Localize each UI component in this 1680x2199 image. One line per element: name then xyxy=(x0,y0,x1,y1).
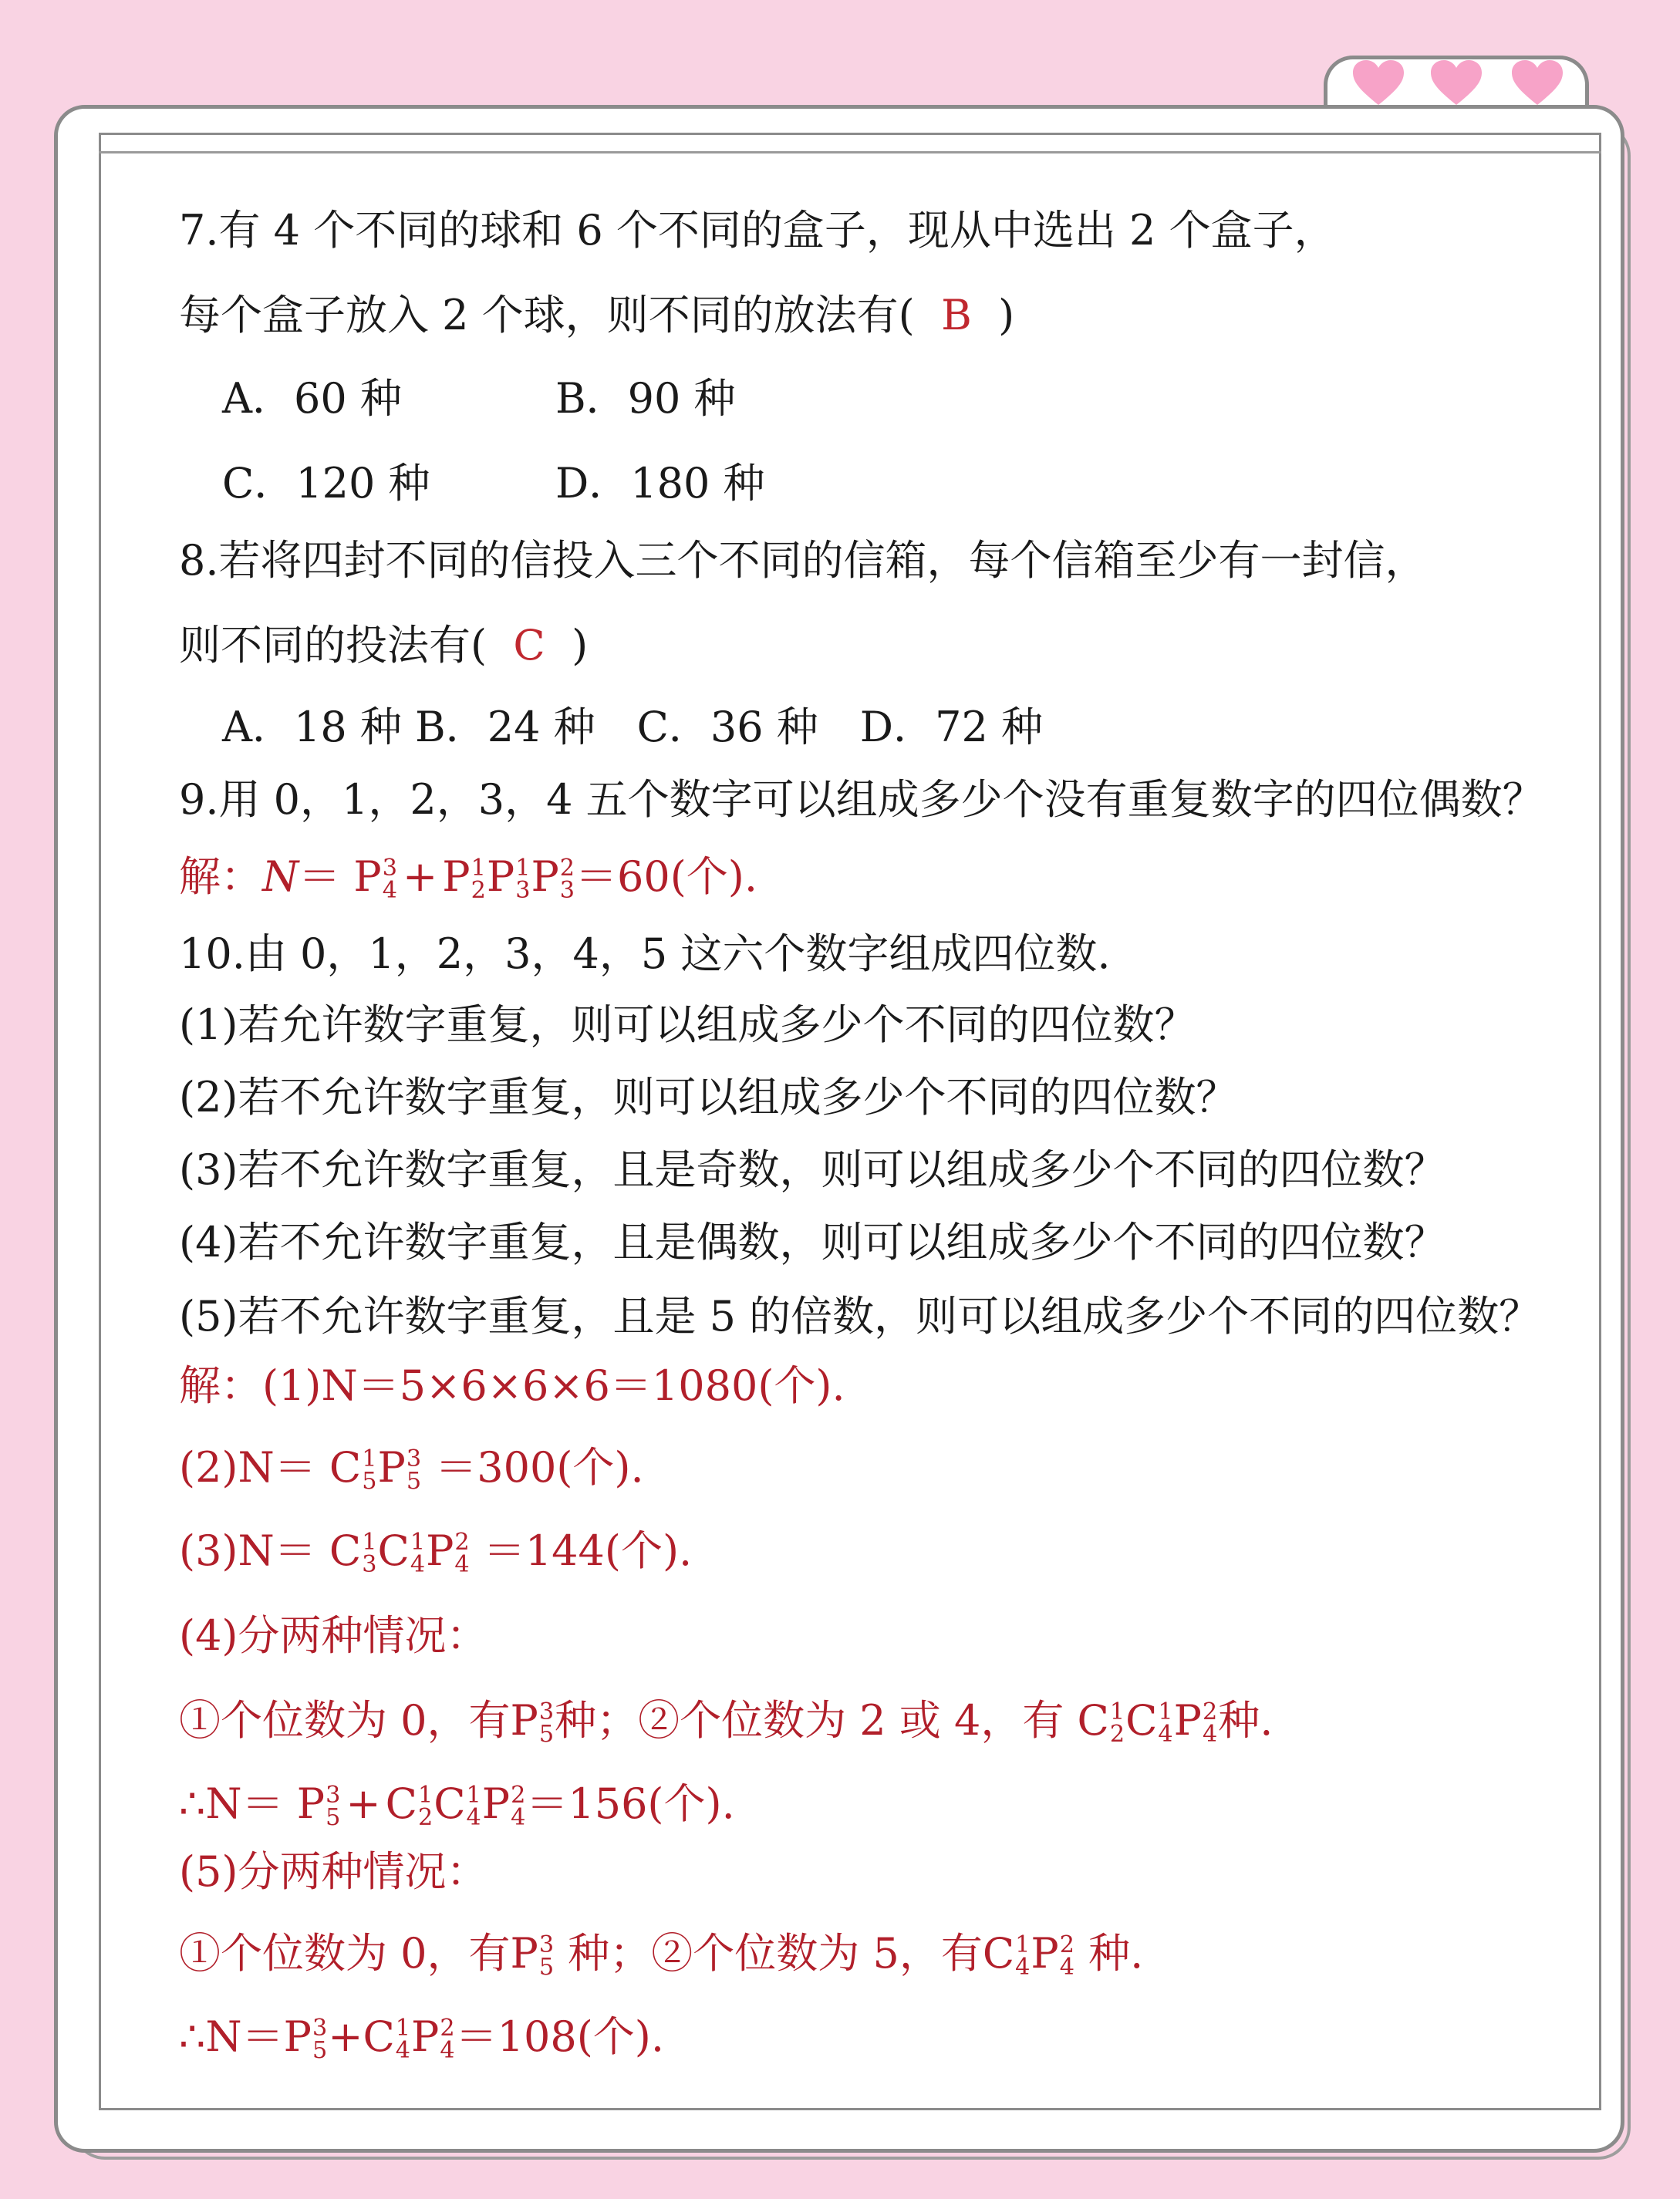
q10-solution-4-cases: ①个位数为 0，有P 3 5 种；②个位数为 2 或 4，有 C 1 2 C 1 4 P 2 4 种. xyxy=(179,1696,1273,1748)
q10-solution-5-total: ∴N＝P 3 5 +C 1 4 P 2 4 ＝108(个). xyxy=(179,2012,664,2064)
q10-part4: (4)若不允许数字重复，且是偶数，则可以组成多少个不同的四位数？ xyxy=(179,1218,1446,1266)
q10-solution-5-head: (5)分两种情况： xyxy=(179,1847,488,1896)
q10-part3: (3)若不允许数字重复，且是奇数，则可以组成多少个不同的四位数？ xyxy=(179,1145,1446,1194)
q8-line1: 8.若将四封不同的信投入三个不同的信箱，每个信箱至少有一封信， xyxy=(179,536,1427,585)
q7-option-a: A．60 种 xyxy=(222,374,402,423)
q10-solution-5-cases: ①个位数为 0，有P 3 5 种；②个位数为 5，有C 1 4 P 2 4 种. xyxy=(179,1929,1144,1981)
q9-line1: 9.用 0，1，2，3，4 五个数字可以组成多少个没有重复数字的四位偶数？ xyxy=(179,775,1544,824)
q10-line1: 10.由 0，1，2，3，4，5 这六个数字组成四位数. xyxy=(179,929,1111,978)
q10-solution-4-head: (4)分两种情况： xyxy=(179,1611,488,1660)
q8-options: A．18 种 B．24 种 C．36 种 D．72 种 xyxy=(222,703,1043,751)
q10-solution-2: (2)N＝ C 1 5 P 3 5 ＝300(个). xyxy=(179,1443,644,1495)
q7-answer: B xyxy=(941,291,972,339)
q7-line1: 7.有 4 个不同的球和 6 个不同的盒子，现从中选出 2 个盒子， xyxy=(179,206,1336,255)
q10-part1: (1)若允许数字重复，则可以组成多少个不同的四位数？ xyxy=(179,1000,1196,1049)
q7-option-c: C．120 种 xyxy=(222,459,430,508)
q10-solution-4-total: ∴N＝ P 3 5 + C 1 2 C 1 4 P 2 4 ＝156(个). xyxy=(179,1779,735,1831)
q7-line2: 每个盒子放入 2 个球，则不同的放法有( B ) xyxy=(179,291,1015,339)
q10-solution-1: 解：(1)N＝5×6×6×6＝1080(个). xyxy=(179,1361,845,1410)
q7-option-d: D．180 种 xyxy=(555,459,765,508)
q10-solution-3: (3)N＝ C 1 3 C 1 4 P 2 4 ＝144(个). xyxy=(179,1526,693,1578)
q7-option-b: B．90 种 xyxy=(555,374,736,423)
q10-part2: (2)若不允许数字重复，则可以组成多少个不同的四位数？ xyxy=(179,1073,1238,1121)
content xyxy=(179,0,1567,2199)
q8-answer: C xyxy=(513,621,545,669)
q9-solution: 解：N＝ P 3 4 + P 1 2 P 1 3 P 2 3 ＝60(个). xyxy=(179,852,758,904)
q8-line2: 则不同的投法有( C ) xyxy=(179,621,589,669)
q10-part5: (5)若不允许数字重复，且是 5 的倍数，则可以组成多少个不同的四位数？ xyxy=(179,1292,1541,1341)
